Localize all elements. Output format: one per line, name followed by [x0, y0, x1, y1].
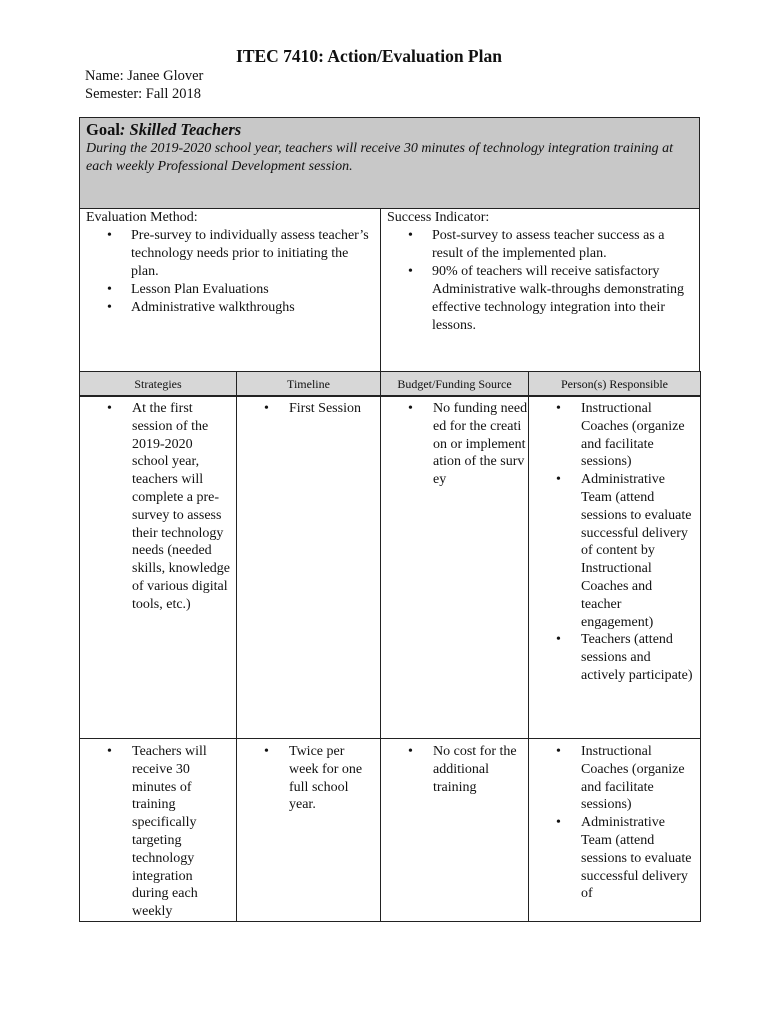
plan-table-header — [79, 371, 701, 397]
list-item: • Administrative Team (attend sessions to evaluate successful delivery of — [581, 814, 696, 903]
author-name: Name: Janee Glover — [85, 68, 204, 84]
strategies-cell — [80, 396, 237, 739]
plan-table — [79, 395, 701, 922]
list-item: • Teachers (attend sessions and actively participate) — [581, 631, 696, 684]
evaluation-row — [79, 208, 700, 372]
table-row — [80, 396, 701, 739]
list-item: • Instructional Coaches (organize and facilitate sessions) — [581, 743, 696, 814]
success-indicator-cell — [381, 208, 699, 371]
evaluation-method-heading: Evaluation Method: — [86, 210, 198, 225]
page-title: ITEC 7410: Action/Evaluation Plan — [236, 46, 502, 66]
timeline-cell — [237, 739, 381, 922]
list-item: • First Session — [289, 400, 376, 418]
column-header-budget: Budget/Funding Source — [381, 372, 529, 397]
list-item: • No funding needed for the creation or implementation of the survey — [433, 400, 528, 489]
evaluation-method-list — [86, 227, 374, 317]
list-item: • Lesson Plan Evaluations — [131, 281, 374, 299]
table-row — [80, 739, 701, 922]
success-indicator-heading: Success Indicator: — [387, 210, 490, 225]
list-item: • Post-survey to assess teacher success as a result of the implemented plan. — [432, 227, 693, 263]
list-item: • At the first session of the 2019-2020 school year, teachers will complete a pre-survey to assess their technology needs (needed skills, knowledge of various digital tools, etc.) — [132, 400, 232, 614]
strategies-cell — [80, 739, 237, 922]
budget-cell — [381, 739, 529, 922]
budget-cell — [381, 396, 529, 739]
goal-description: During the 2019-2020 school year, teachers will receive 30 minutes of technology integration training at each weekly Professional Development session. — [86, 141, 674, 174]
goal-section — [79, 117, 700, 209]
list-item: • Instructional Coaches (organize and facilitate sessions) — [581, 400, 696, 471]
persons-cell — [529, 396, 701, 739]
list-item: • Administrative Team (attend sessions to evaluate successful delivery of content by Instructional Coaches and teacher engagement) — [581, 471, 696, 631]
goal-heading — [86, 120, 693, 140]
success-indicator-list — [387, 227, 693, 335]
list-item: • 90% of teachers will receive satisfactory Administrative walk-throughs demonstrating effective technology integration into their lessons. — [432, 263, 693, 335]
list-item: • Twice per week for one full school year. — [289, 743, 376, 814]
goal-title: : Skilled Teachers — [119, 120, 242, 139]
column-header-strategies: Strategies — [80, 372, 237, 397]
goal-label: Goal — [86, 120, 120, 139]
column-header-persons: Person(s) Responsible — [529, 372, 701, 397]
semester: Semester: Fall 2018 — [85, 86, 201, 102]
column-header-timeline: Timeline — [237, 372, 381, 397]
list-item: • Administrative walkthroughs — [131, 299, 374, 317]
evaluation-method-cell — [80, 208, 381, 371]
list-item: • No cost for the additional training — [433, 743, 524, 796]
list-item: • Pre-survey to individually assess teacher’s technology needs prior to initiating the plan. — [131, 227, 374, 281]
timeline-cell — [237, 396, 381, 739]
list-item: • Teachers will receive 30 minutes of training specifically targeting technology integration during each weekly — [132, 743, 232, 921]
persons-cell — [529, 739, 701, 922]
